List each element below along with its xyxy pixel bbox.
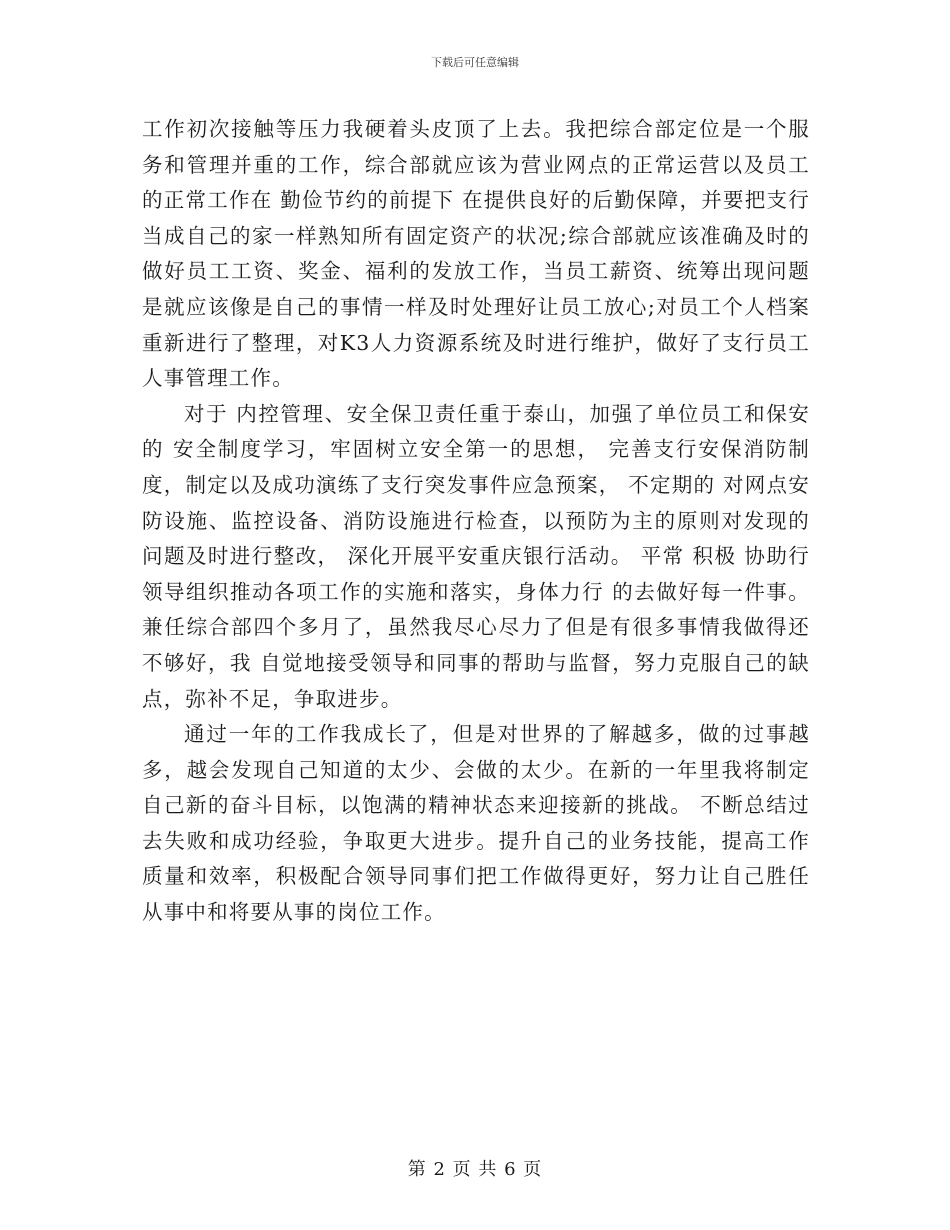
paragraph-security: 对于 内控管理、安全保卫责任重于泰山，加强了单位员工和保安的 安全制度学习，牢固树立安全第一的思想， 完善支行安保消防制度，制定以及成功演练了支行突发事件应急预案， 不定期的 对网点安防设施、监控设备、消防设施进行检查，以预防为主的原则对发现的问题及时进行整改， 深化开展平安重庆银行活动。 平常 积极 协助行领导组织推动各项工作的实施和落实，身体力行 的去做好每一件事。 兼任综合部四个多月了，虽然我尽心尽力了但是有很多事情我做得还不够好，我 自觉地接受领导和同事的帮助与监督，努力克服自己的缺点，弥补不足，争取进步。 [142,401,810,711]
page-footer: 第 2 页 共 6 页 [407,1159,543,1180]
paragraph-outlook: 通过一年的工作我成长了，但是对世界的了解越多，做的过事越多，越会发现自己知道的太少、会做的太少。在新的一年里我将制定自己新的奋斗目标，以饱满的精神状态来迎接新的挑战。 不断总结过去失败和成功经验，争取更大进步。提升自己的业务技能，提高工作质量和效率，积极配合领导同事们把工作做得更好，努力让自己胜任从事中和将要从事的岗位工作。 [142,722,810,925]
page-header: 下载后可任意编辑 [431,56,519,69]
paragraph-continuation: 工作初次接触等压力我硬着头皮顶了上去。我把综合部定位是一个服务和管理并重的工作，综合部就应该为营业网点的正常运营以及员工的正常工作在 勤俭节约的前提下 在提供良好的后勤保障，并要把支行当成自己的家一样熟知所有固定资产的状况;综合部就应该准确及时的做好员工工资、奖金、福利的发放工作，当员工薪资、统筹出现问题是就应该像是自己的事情一样及时处理好让员工放心;对员工个人档案重新进行了整理，对K3人力资源系统及时进行维护，做好了支行员工人事管理工作。 [142,117,810,391]
document-body [142,112,810,931]
